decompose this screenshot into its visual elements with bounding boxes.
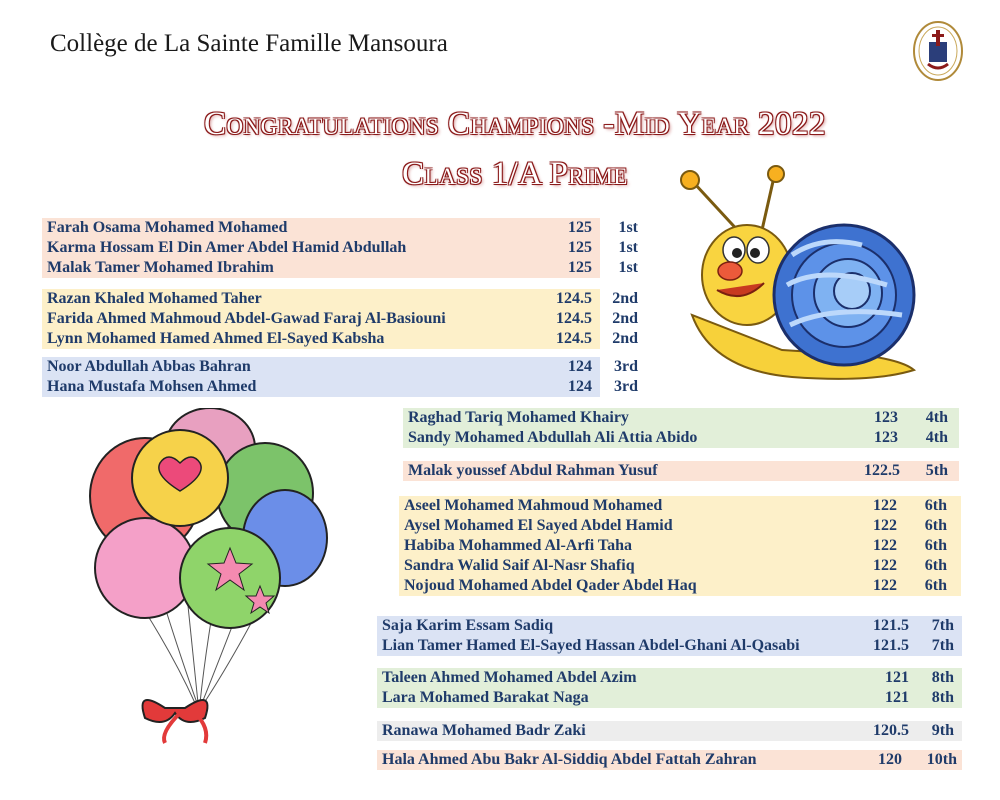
rank-group-9 <box>377 721 962 741</box>
rank-group-6 <box>399 496 961 596</box>
page-title: Congratulations Champions -Mid Year 2022 <box>203 106 827 142</box>
table-row: Sandy Mohamed Abdullah Ali Attia Abido 123 4th <box>408 429 948 446</box>
rank-group-3 <box>42 357 638 397</box>
table-row: Aseel Mohamed Mahmoud Mohamed 122 6th <box>404 497 947 514</box>
school-crest-icon <box>912 20 964 82</box>
table-row: Razan Khaled Mohamed Taher 124.5 2nd <box>47 290 638 307</box>
rank-group-5 <box>403 461 959 481</box>
table-row: Habiba Mohammed Al-Arfi Taha 122 6th <box>404 537 947 554</box>
table-row: Nojoud Mohamed Abdel Qader Abdel Haq 122 6th <box>404 577 947 594</box>
table-row: Ranawa Mohamed Badr Zaki 120.5 9th <box>382 722 954 739</box>
table-row: Aysel Mohamed El Sayed Abdel Hamid 122 6th <box>404 517 947 534</box>
rank-group-7 <box>377 616 962 656</box>
table-row: Taleen Ahmed Mohamed Abdel Azim 121 8th <box>382 669 954 686</box>
rank-group-1 <box>42 218 638 278</box>
table-row: Saja Karim Essam Sadiq 121.5 7th <box>382 617 954 634</box>
table-row: Farah Osama Mohamed Mohamed 125 1st <box>47 219 638 236</box>
table-row: Raghad Tariq Mohamed Khairy 123 4th <box>408 409 948 426</box>
table-row: Lian Tamer Hamed El-Sayed Hassan Abdel-Ghani Al-Qasabi 121.5 7th <box>382 637 954 654</box>
table-row: Malak Tamer Mohamed Ibrahim 125 1st <box>47 259 638 276</box>
table-row: Karma Hossam El Din Amer Abdel Hamid Abdullah 125 1st <box>47 239 638 256</box>
table-row: Noor Abdullah Abbas Bahran 124 3rd <box>47 358 638 375</box>
rank-group-4 <box>403 408 959 448</box>
table-row: Lara Mohamed Barakat Naga 121 8th <box>382 689 954 706</box>
table-row: Hana Mustafa Mohsen Ahmed 124 3rd <box>47 378 638 395</box>
table-row: Lynn Mohamed Hamed Ahmed El-Sayed Kabsha 124.5 2nd <box>47 330 638 347</box>
rank-group-10 <box>377 750 962 770</box>
snail-illustration <box>672 165 922 390</box>
table-row: Farida Ahmed Mahmoud Abdel-Gawad Faraj Al-Basiouni 124.5 2nd <box>47 310 638 327</box>
table-row: Hala Ahmed Abu Bakr Al-Siddiq Abdel Fattah Zahran 120 10th <box>382 751 957 768</box>
school-name: Collège de La Sainte Famille Mansoura <box>50 30 448 57</box>
table-row: Sandra Walid Saif Al-Nasr Shafiq 122 6th <box>404 557 947 574</box>
table-row: Malak youssef Abdul Rahman Yusuf 122.5 5th <box>408 462 948 479</box>
rank-group-8 <box>377 668 962 708</box>
class-subtitle: Class 1/A Prime <box>402 156 628 192</box>
balloons-illustration <box>70 408 340 748</box>
rank-group-2 <box>42 289 638 349</box>
